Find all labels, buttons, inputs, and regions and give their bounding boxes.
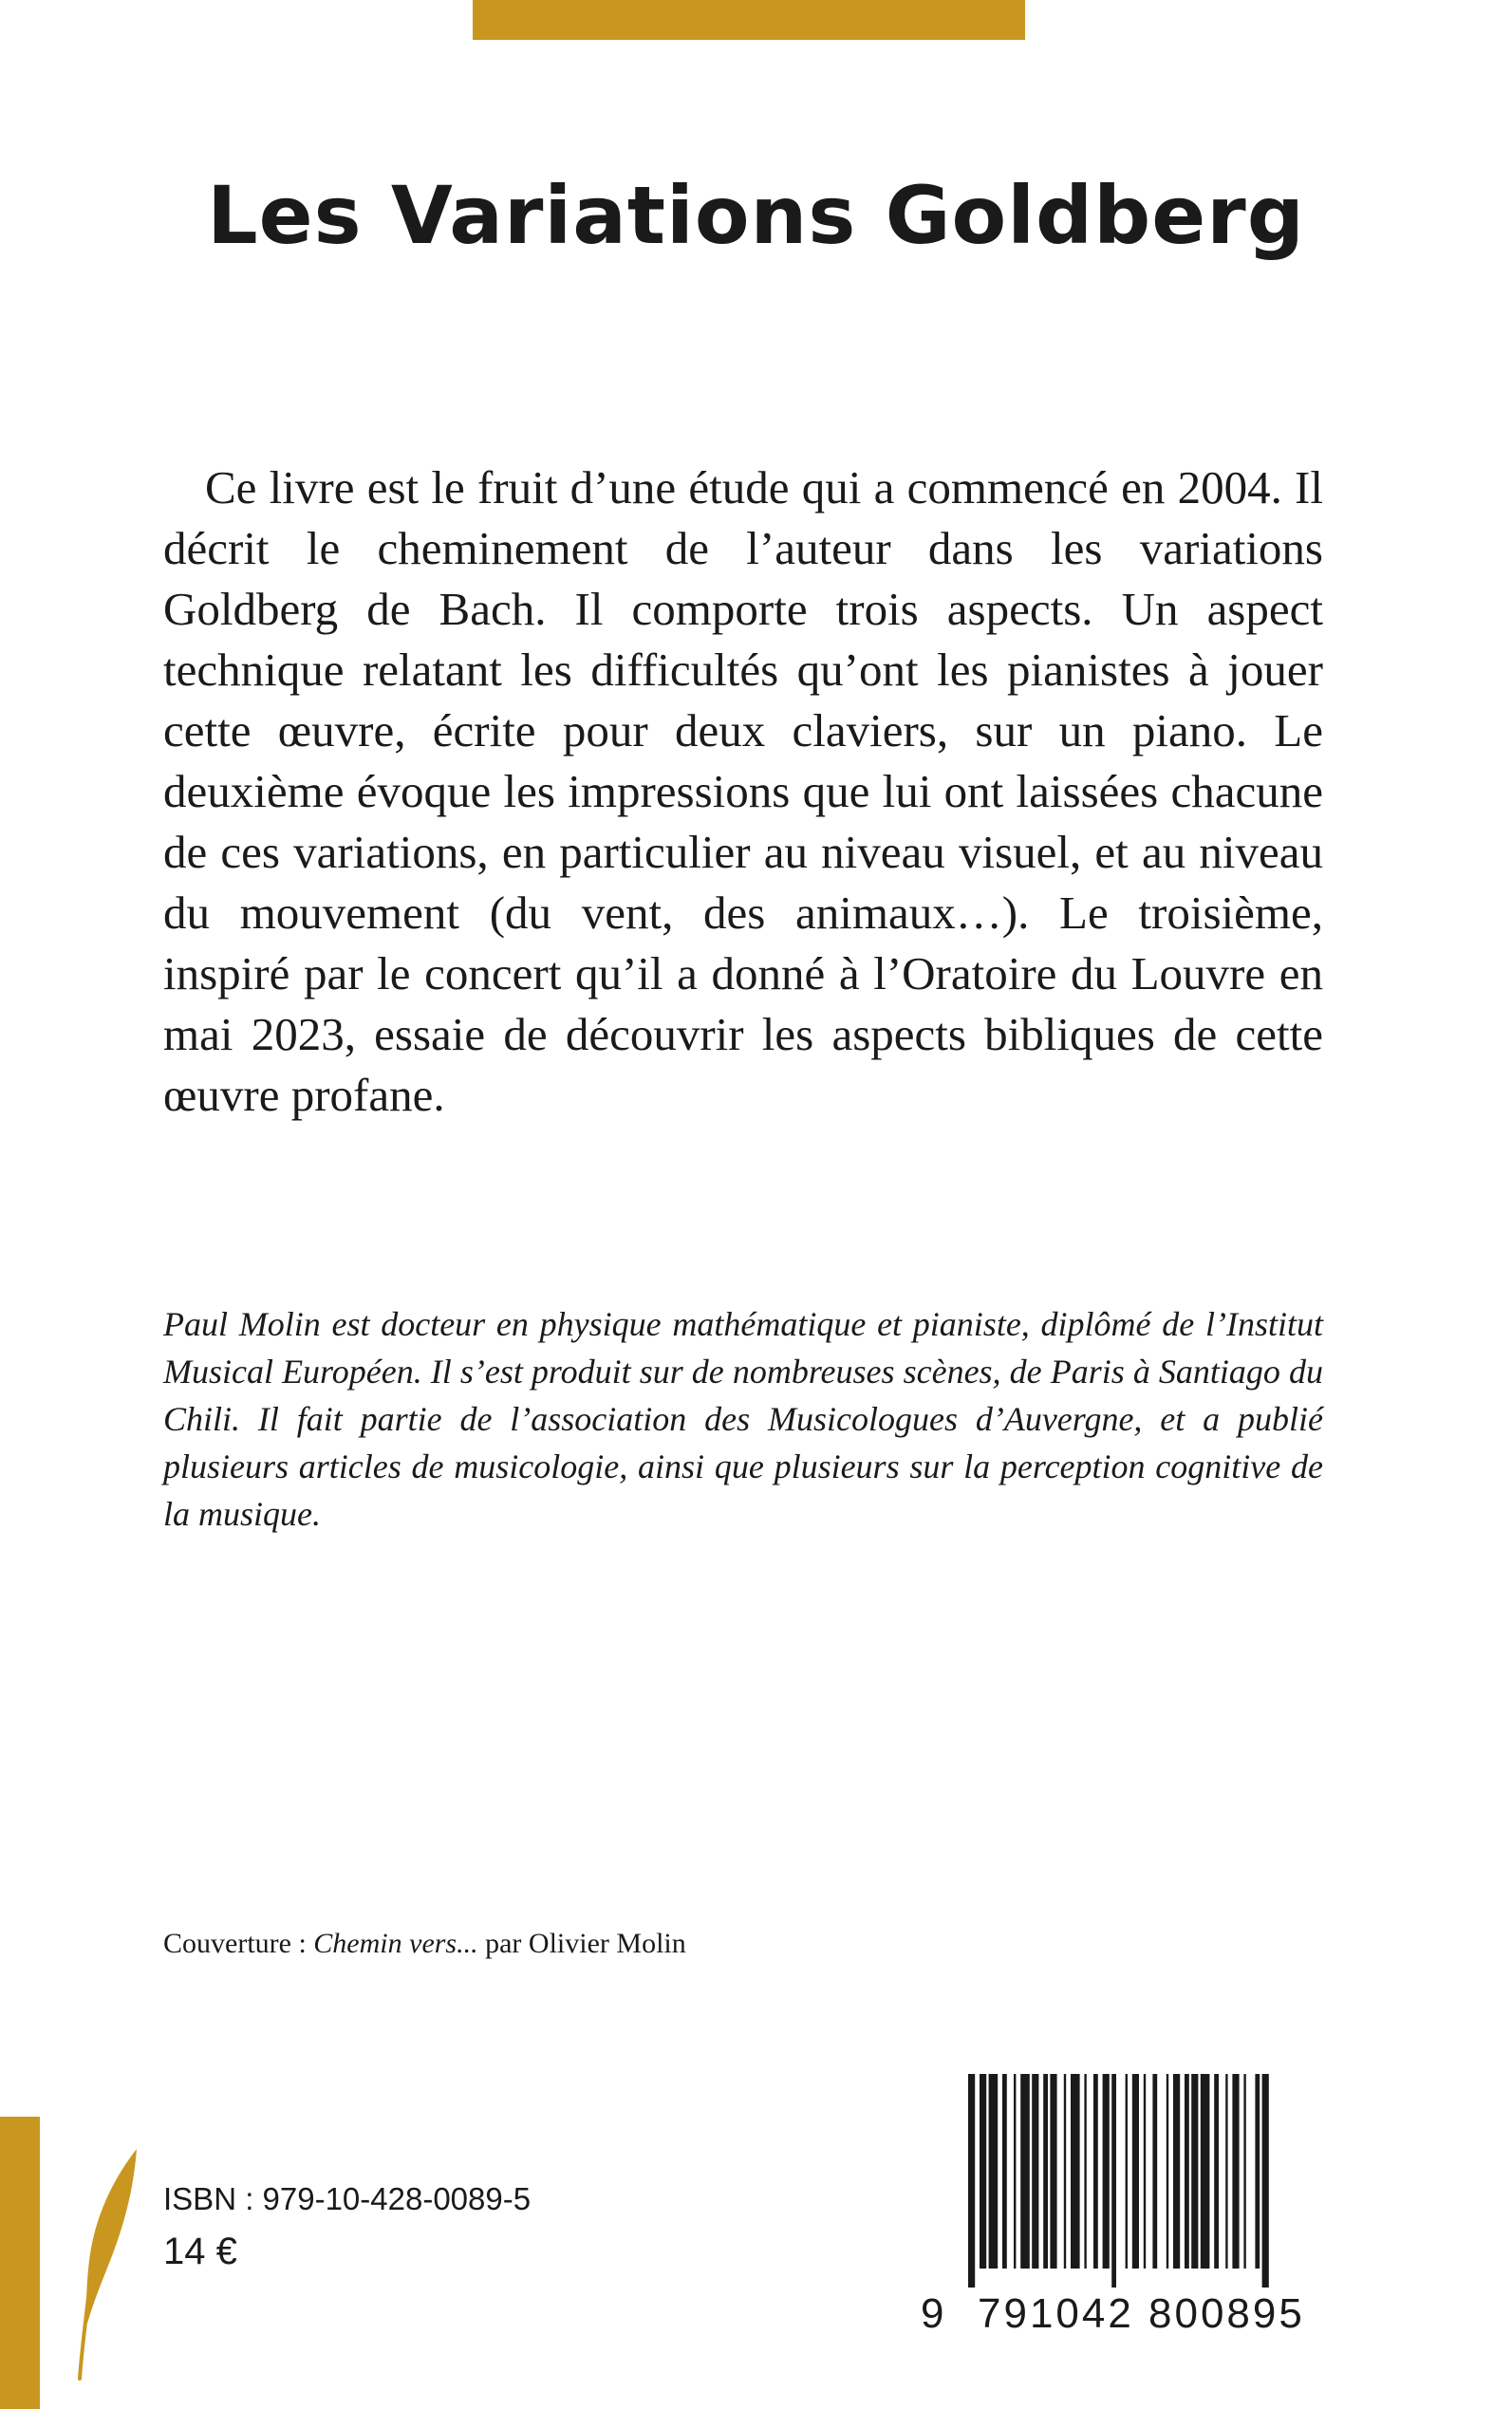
barcode-bar (989, 2074, 999, 2269)
barcode-bar (1144, 2074, 1146, 2269)
cover-credit (163, 1925, 686, 1963)
barcode-bar (1093, 2074, 1098, 2269)
barcode-bar (1255, 2074, 1260, 2269)
barcode-bar (1232, 2074, 1239, 2269)
cover-credit-work: Chemin vers... (313, 1928, 478, 1959)
barcode-bars (921, 2074, 1338, 2288)
barcode-digits-right: 800895 (1148, 2290, 1305, 2337)
book-summary: Ce livre est le fruit d’une étude qui a commencé en 2004. Il décrit le cheminement de l’auteur dans les variations Goldberg de Bach. Il comporte trois aspects. Un aspect technique relatant les difficultés qu’ont les pianistes à jouer cette œuvre, écrite pour deux claviers, sur un piano. Le deuxième évoque les impressions que lui ont laissées chacune de ces variations, en particulier au niveau visuel, et au niveau du mouvement (du vent, des animaux…). Le troisième, inspiré par le concert qu’il a donné à l’Oratoire du Louvre en mai 2023, essaie de découvrir les aspects bibliques de cette œuvre profane. (163, 461, 1323, 1121)
quill-feather-icon (78, 2147, 140, 2381)
barcode-bar (1262, 2074, 1269, 2288)
barcode-bar (1014, 2074, 1016, 2269)
barcode-bar (1050, 2074, 1056, 2269)
barcode-bar (1201, 2074, 1210, 2269)
barcode-bar (1064, 2074, 1066, 2269)
barcode-bar (1032, 2074, 1038, 2269)
barcode-bar (1167, 2074, 1168, 2269)
barcode-bar (1126, 2074, 1128, 2269)
barcode-bar (1071, 2074, 1080, 2269)
cover-credit-suffix: par Olivier Molin (477, 1928, 686, 1959)
barcode-bar (1132, 2074, 1139, 2269)
top-accent-band (473, 0, 1025, 40)
barcode-bar (968, 2074, 975, 2288)
barcode-digit-first: 9 (921, 2290, 944, 2337)
barcode-bar (1020, 2074, 1030, 2269)
author-bio: Paul Molin est docteur en physique mathématique et pianiste, diplômé de l’Institut Musical Européen. Il s’est produit sur de nombreuses scènes, de Paris à Santiago du Chili. Il fait partie de l’association des Musicologues d’Auvergne, et a publié plusieurs articles de musicologie, ainsi que plusieurs sur la perception cognitive de la musique. (163, 1305, 1323, 1533)
barcode-bar (1214, 2074, 1219, 2269)
barcode-bar (1152, 2074, 1157, 2269)
isbn: ISBN : 979-10-428-0089-5 (163, 2181, 532, 2216)
barcode-bar (1173, 2074, 1180, 2269)
barcode-bar (1084, 2074, 1086, 2269)
barcode (921, 2074, 1338, 2359)
cover-credit-prefix: Couverture : (163, 1928, 314, 1959)
barcode-bar (1043, 2074, 1048, 2269)
side-accent-band (0, 2117, 40, 2409)
barcode-bar (1002, 2074, 1007, 2269)
barcode-digits-left: 791042 (978, 2290, 1134, 2337)
barcode-digits (921, 2290, 1338, 2347)
barcode-bar (1191, 2074, 1198, 2269)
barcode-bar (1185, 2074, 1189, 2269)
barcode-bar (1225, 2074, 1227, 2269)
barcode-bar (980, 2074, 986, 2269)
book-title: Les Variations Goldberg (207, 169, 1305, 262)
barcode-bar (1111, 2074, 1116, 2288)
barcode-bar (1103, 2074, 1110, 2269)
price: 14 € (163, 2231, 237, 2272)
barcode-bar (1243, 2074, 1245, 2269)
